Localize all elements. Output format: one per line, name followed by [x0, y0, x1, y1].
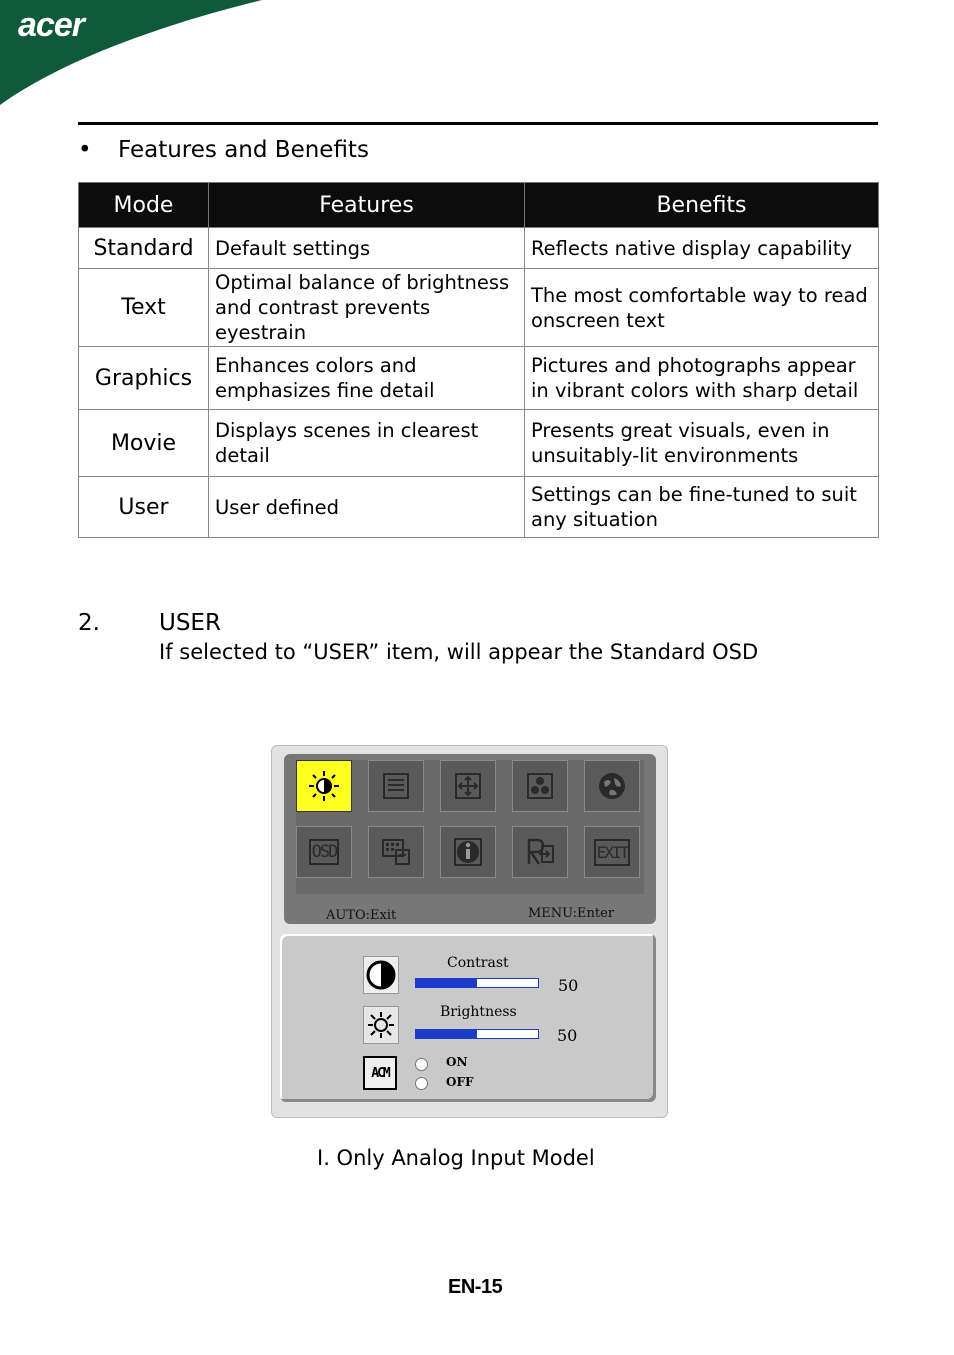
- contrast-slider[interactable]: [415, 978, 539, 988]
- contrast-label: Contrast: [447, 955, 509, 971]
- osd-icon[interactable]: [296, 826, 352, 878]
- features-title: Features and Benefits: [118, 137, 369, 163]
- mode-cell: Text: [79, 269, 209, 347]
- table-header-row: [79, 183, 879, 228]
- acm-on-radio[interactable]: [415, 1058, 428, 1071]
- features-cell: Displays scenes in clearest detail: [209, 410, 525, 477]
- osd-menu-area: [284, 754, 656, 924]
- brightness-panel-icon: [363, 1006, 399, 1044]
- section-number: 2.: [78, 610, 100, 636]
- contrast-slider-fill: [416, 979, 477, 987]
- benefits-cell: Presents great visuals, even in unsuitably-lit environments: [525, 410, 879, 477]
- menu-enter-label: MENU:Enter: [528, 906, 615, 921]
- brightness-value: 50: [557, 1026, 578, 1045]
- features-cell: Enhances colors and emphasizes fine detail: [209, 347, 525, 410]
- benefits-cell: Pictures and photographs appear in vibrant colors with sharp detail: [525, 347, 879, 410]
- mode-cell: Movie: [79, 410, 209, 477]
- features-cell: User defined: [209, 477, 525, 538]
- features-cell: Optimal balance of brightness and contrast prevents eyestrain: [209, 269, 525, 347]
- osd-footer: [284, 904, 656, 924]
- osd-adjust-panel: [280, 934, 656, 1102]
- keyboard-icon[interactable]: [368, 826, 424, 878]
- header-rule: [78, 122, 878, 125]
- table-row: [79, 228, 879, 269]
- col-header-benefits: Benefits: [525, 183, 879, 228]
- exit-icon-label: EXIT: [594, 839, 631, 866]
- benefits-cell: Reflects native display capability: [525, 228, 879, 269]
- table-row: [79, 269, 879, 347]
- col-header-mode: Mode: [79, 183, 209, 228]
- osd-screenshot: [271, 745, 668, 1118]
- features-heading: [78, 137, 369, 163]
- col-header-features: Features: [209, 183, 525, 228]
- table-row: [79, 347, 879, 410]
- section-title: USER: [159, 610, 221, 636]
- bullet: •: [78, 137, 92, 163]
- page-number: EN-15: [448, 1276, 503, 1298]
- exit-icon[interactable]: [584, 826, 640, 878]
- osd-icon-grid: [296, 760, 644, 894]
- document-icon[interactable]: [368, 760, 424, 812]
- acer-logo: acer: [18, 6, 84, 44]
- brightness-icon[interactable]: [296, 760, 352, 812]
- table-row: [79, 410, 879, 477]
- info-icon[interactable]: [440, 826, 496, 878]
- globe-icon[interactable]: [584, 760, 640, 812]
- section-description: If selected to “USER” item, will appear the Standard OSD: [159, 640, 759, 664]
- position-icon[interactable]: [440, 760, 496, 812]
- figure-caption: I. Only Analog Input Model: [317, 1146, 595, 1170]
- brightness-label: Brightness: [440, 1004, 517, 1020]
- acm-off-radio[interactable]: [415, 1077, 428, 1090]
- input-select-icon[interactable]: [512, 826, 568, 878]
- auto-exit-label: AUTO:Exit: [326, 908, 397, 923]
- mode-cell: Graphics: [79, 347, 209, 410]
- acm-off-label: OFF: [446, 1075, 474, 1089]
- mode-cell: User: [79, 477, 209, 538]
- color-dots-icon[interactable]: [512, 760, 568, 812]
- brightness-slider[interactable]: [415, 1029, 539, 1039]
- table-row: [79, 477, 879, 538]
- mode-cell: Standard: [79, 228, 209, 269]
- acm-icon-label: ACM: [371, 1065, 389, 1081]
- acm-on-label: ON: [446, 1055, 468, 1069]
- features-table: [78, 182, 879, 538]
- contrast-icon: [363, 956, 399, 994]
- features-cell: Default settings: [209, 228, 525, 269]
- brightness-slider-fill: [416, 1030, 477, 1038]
- benefits-cell: Settings can be fine-tuned to suit any situation: [525, 477, 879, 538]
- benefits-cell: The most comfortable way to read onscreen text: [525, 269, 879, 347]
- osd-icon-label: OSD: [309, 839, 340, 865]
- contrast-value: 50: [558, 976, 579, 995]
- acm-icon: [363, 1056, 397, 1090]
